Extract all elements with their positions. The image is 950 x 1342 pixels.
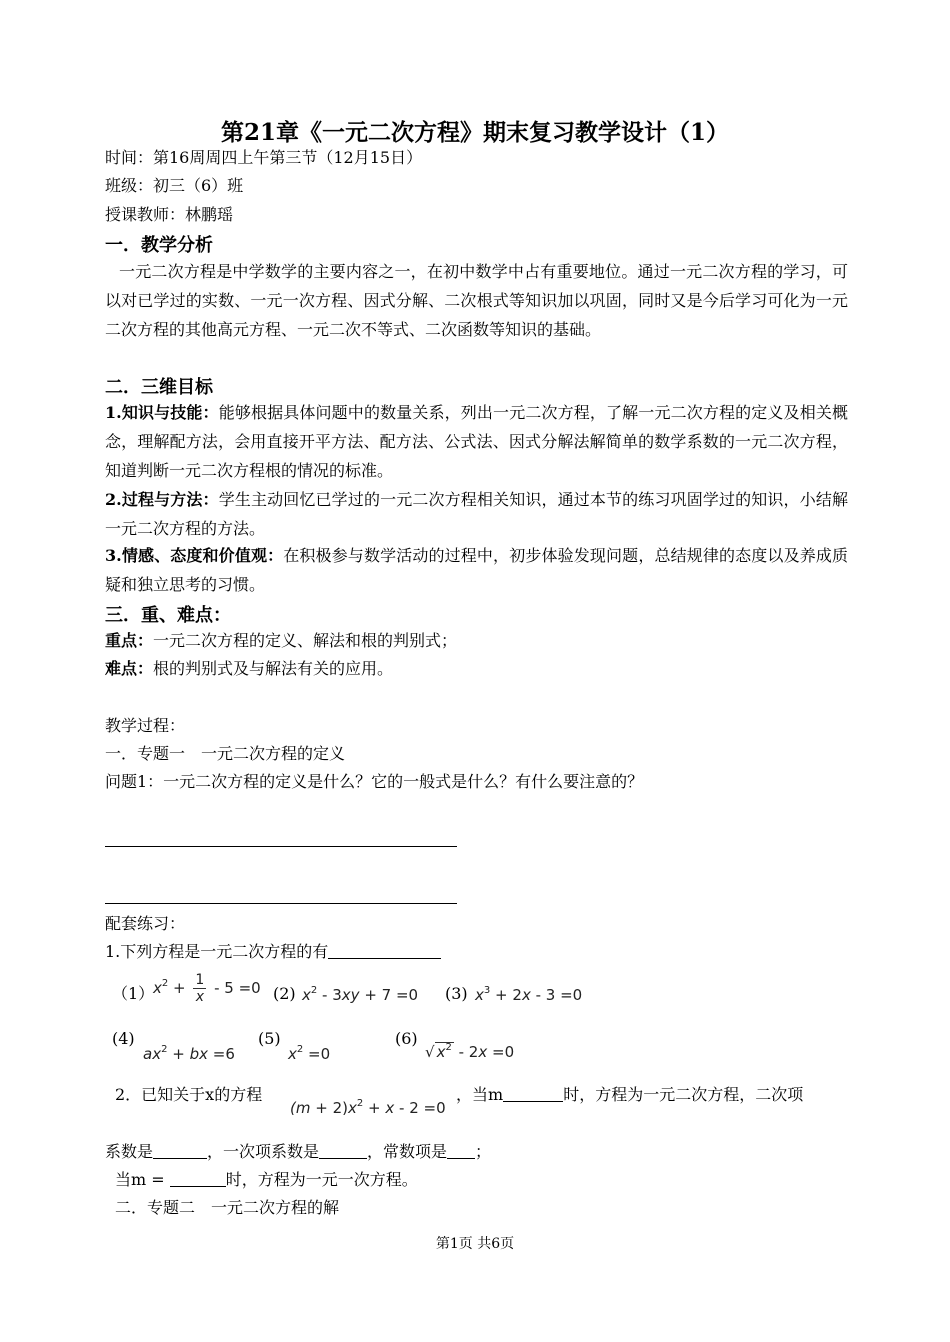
exercise1-blank	[328, 942, 441, 959]
document-title: 第21章《一元二次方程》期末复习教学设计（1）	[220, 119, 729, 146]
difficult-point-text: 根的判别式及与解法有关的应用。	[153, 659, 394, 678]
exercise2-constant: ，常数项是	[367, 1142, 448, 1161]
eq2-label: (2)	[273, 984, 296, 1003]
difficult-point-label: 难点：	[105, 659, 154, 678]
eq5: $x^2 =0$	[288, 1044, 331, 1063]
eq3: $x^3 + 2x - 3 =0$	[475, 985, 583, 1004]
eq4: $ax^2$ + bx =6	[143, 1044, 235, 1063]
practice-heading: 配套练习：	[105, 914, 186, 933]
goal-attitude	[105, 541, 848, 599]
goal-process-text: 学生主动回忆已学过的一元二次方程相关知识，通过本节的练习巩固学过的知识，小结解一元二次方程的方法。	[105, 490, 848, 538]
exercise2-linear-case	[115, 1170, 418, 1190]
goal-process-label: 2.过程与方法：	[105, 490, 219, 509]
exercise1-text: 1.下列方程是一元二次方程的有	[105, 942, 329, 961]
exercise2-blank-quad	[153, 1142, 207, 1159]
meta-time: 时间：第16周周四上午第三节（12月15日）	[105, 148, 423, 167]
goal-attitude-text: 在积极参与数学活动的过程中，初步体验发现问题，总结规律的态度以及养成质疑和独立思考的习惯。	[105, 546, 848, 594]
exercise2-equation: $(m + 2)x^2 + x - 2 =0$	[290, 1098, 446, 1117]
key-point-label: 重点：	[105, 631, 154, 650]
goal-attitude-label: 3.情感、态度和价值观：	[105, 546, 284, 565]
section2-heading: 二．三维目标	[105, 377, 213, 398]
eq4-label: (4)	[112, 1029, 135, 1048]
eq2: $x^2 - 3xy + 7 =0$	[302, 985, 419, 1004]
exercise2-semicolon: ；	[475, 1142, 492, 1161]
exercise2-quad-coef: 系数是	[105, 1142, 154, 1161]
eq6: √ $x^2 - 2x =0$	[425, 1042, 515, 1061]
difficult-point	[105, 659, 393, 679]
goal-knowledge-label: 1.知识与技能：	[105, 403, 219, 422]
process-heading: 教学过程：	[105, 716, 186, 735]
page-footer: 第1页 共6页	[435, 1236, 515, 1252]
eq3-label: (3)	[445, 984, 468, 1003]
meta-teacher: 授课教师：林鹏瑶	[105, 205, 234, 224]
key-point-text: 一元二次方程的定义、解法和根的判别式；	[153, 631, 458, 650]
exercise1	[105, 942, 441, 962]
exercise2-condition	[456, 1085, 803, 1105]
exercise2-when-m: ，当m	[456, 1085, 504, 1104]
exercise2-quadratic: 时，方程为一元二次方程，二次项	[563, 1085, 804, 1104]
exercise2-linear-coef: ，一次项系数是	[207, 1142, 320, 1161]
exercise2-blank-m	[503, 1085, 563, 1102]
eq5-label: (5)	[258, 1029, 281, 1048]
section3-heading: 三．重、难点：	[105, 605, 231, 626]
answer-line-2	[105, 903, 457, 904]
exercise2-blank-constant	[447, 1142, 475, 1159]
goal-process	[105, 485, 848, 543]
goal-knowledge-text: 能够根据具体问题中的数量关系，列出一元二次方程，了解一元二次方程的定义及相关概念，理解配方法，会用直接开平方法、配方法、公式法、因式分解法解简单的数学系数的一元二次方程，知道判断一元二次方程根的情况的标准。	[105, 403, 848, 480]
topic1-heading: 一．专题一 一元二次方程的定义	[105, 744, 346, 763]
section1-heading: 一．教学分析	[105, 235, 213, 256]
meta-class: 班级：初三（6）班	[105, 176, 244, 195]
question1: 问题1：一元二次方程的定义是什么？它的一般式是什么？有什么要注意的？	[105, 772, 644, 791]
topic2-heading: 二．专题二 一元二次方程的解	[115, 1198, 340, 1217]
answer-line-1	[105, 846, 457, 847]
goal-knowledge	[105, 398, 848, 485]
exercise2-blank-linear	[319, 1142, 367, 1159]
eq6-label: (6)	[395, 1029, 418, 1048]
exercise2-when-m2: 当m =	[115, 1170, 165, 1189]
section1-body: 一元二次方程是中学数学的主要内容之一，在初中数学中占有重要地位。通过一元二次方程的学习，可以对已学过的实数、一元一次方程、因式分解、二次根式等知识加以巩固，同时又是今后学习可化为一元二次方程的其他高元方程、一元二次不等式、二次函数等知识的基础。	[105, 262, 848, 339]
eq1: $x^2$ + $\frac{1}{x}$ - 5 =0	[153, 972, 261, 1005]
exercise2-blank-m2	[170, 1170, 226, 1187]
exercise2-coefficients	[105, 1142, 491, 1162]
exercise2-linear-text: 时，方程为一元一次方程。	[225, 1170, 418, 1189]
exercise2-start: 2．已知关于x的方程	[115, 1085, 263, 1104]
key-point	[105, 631, 457, 651]
eq1-label: （1）	[112, 984, 155, 1003]
